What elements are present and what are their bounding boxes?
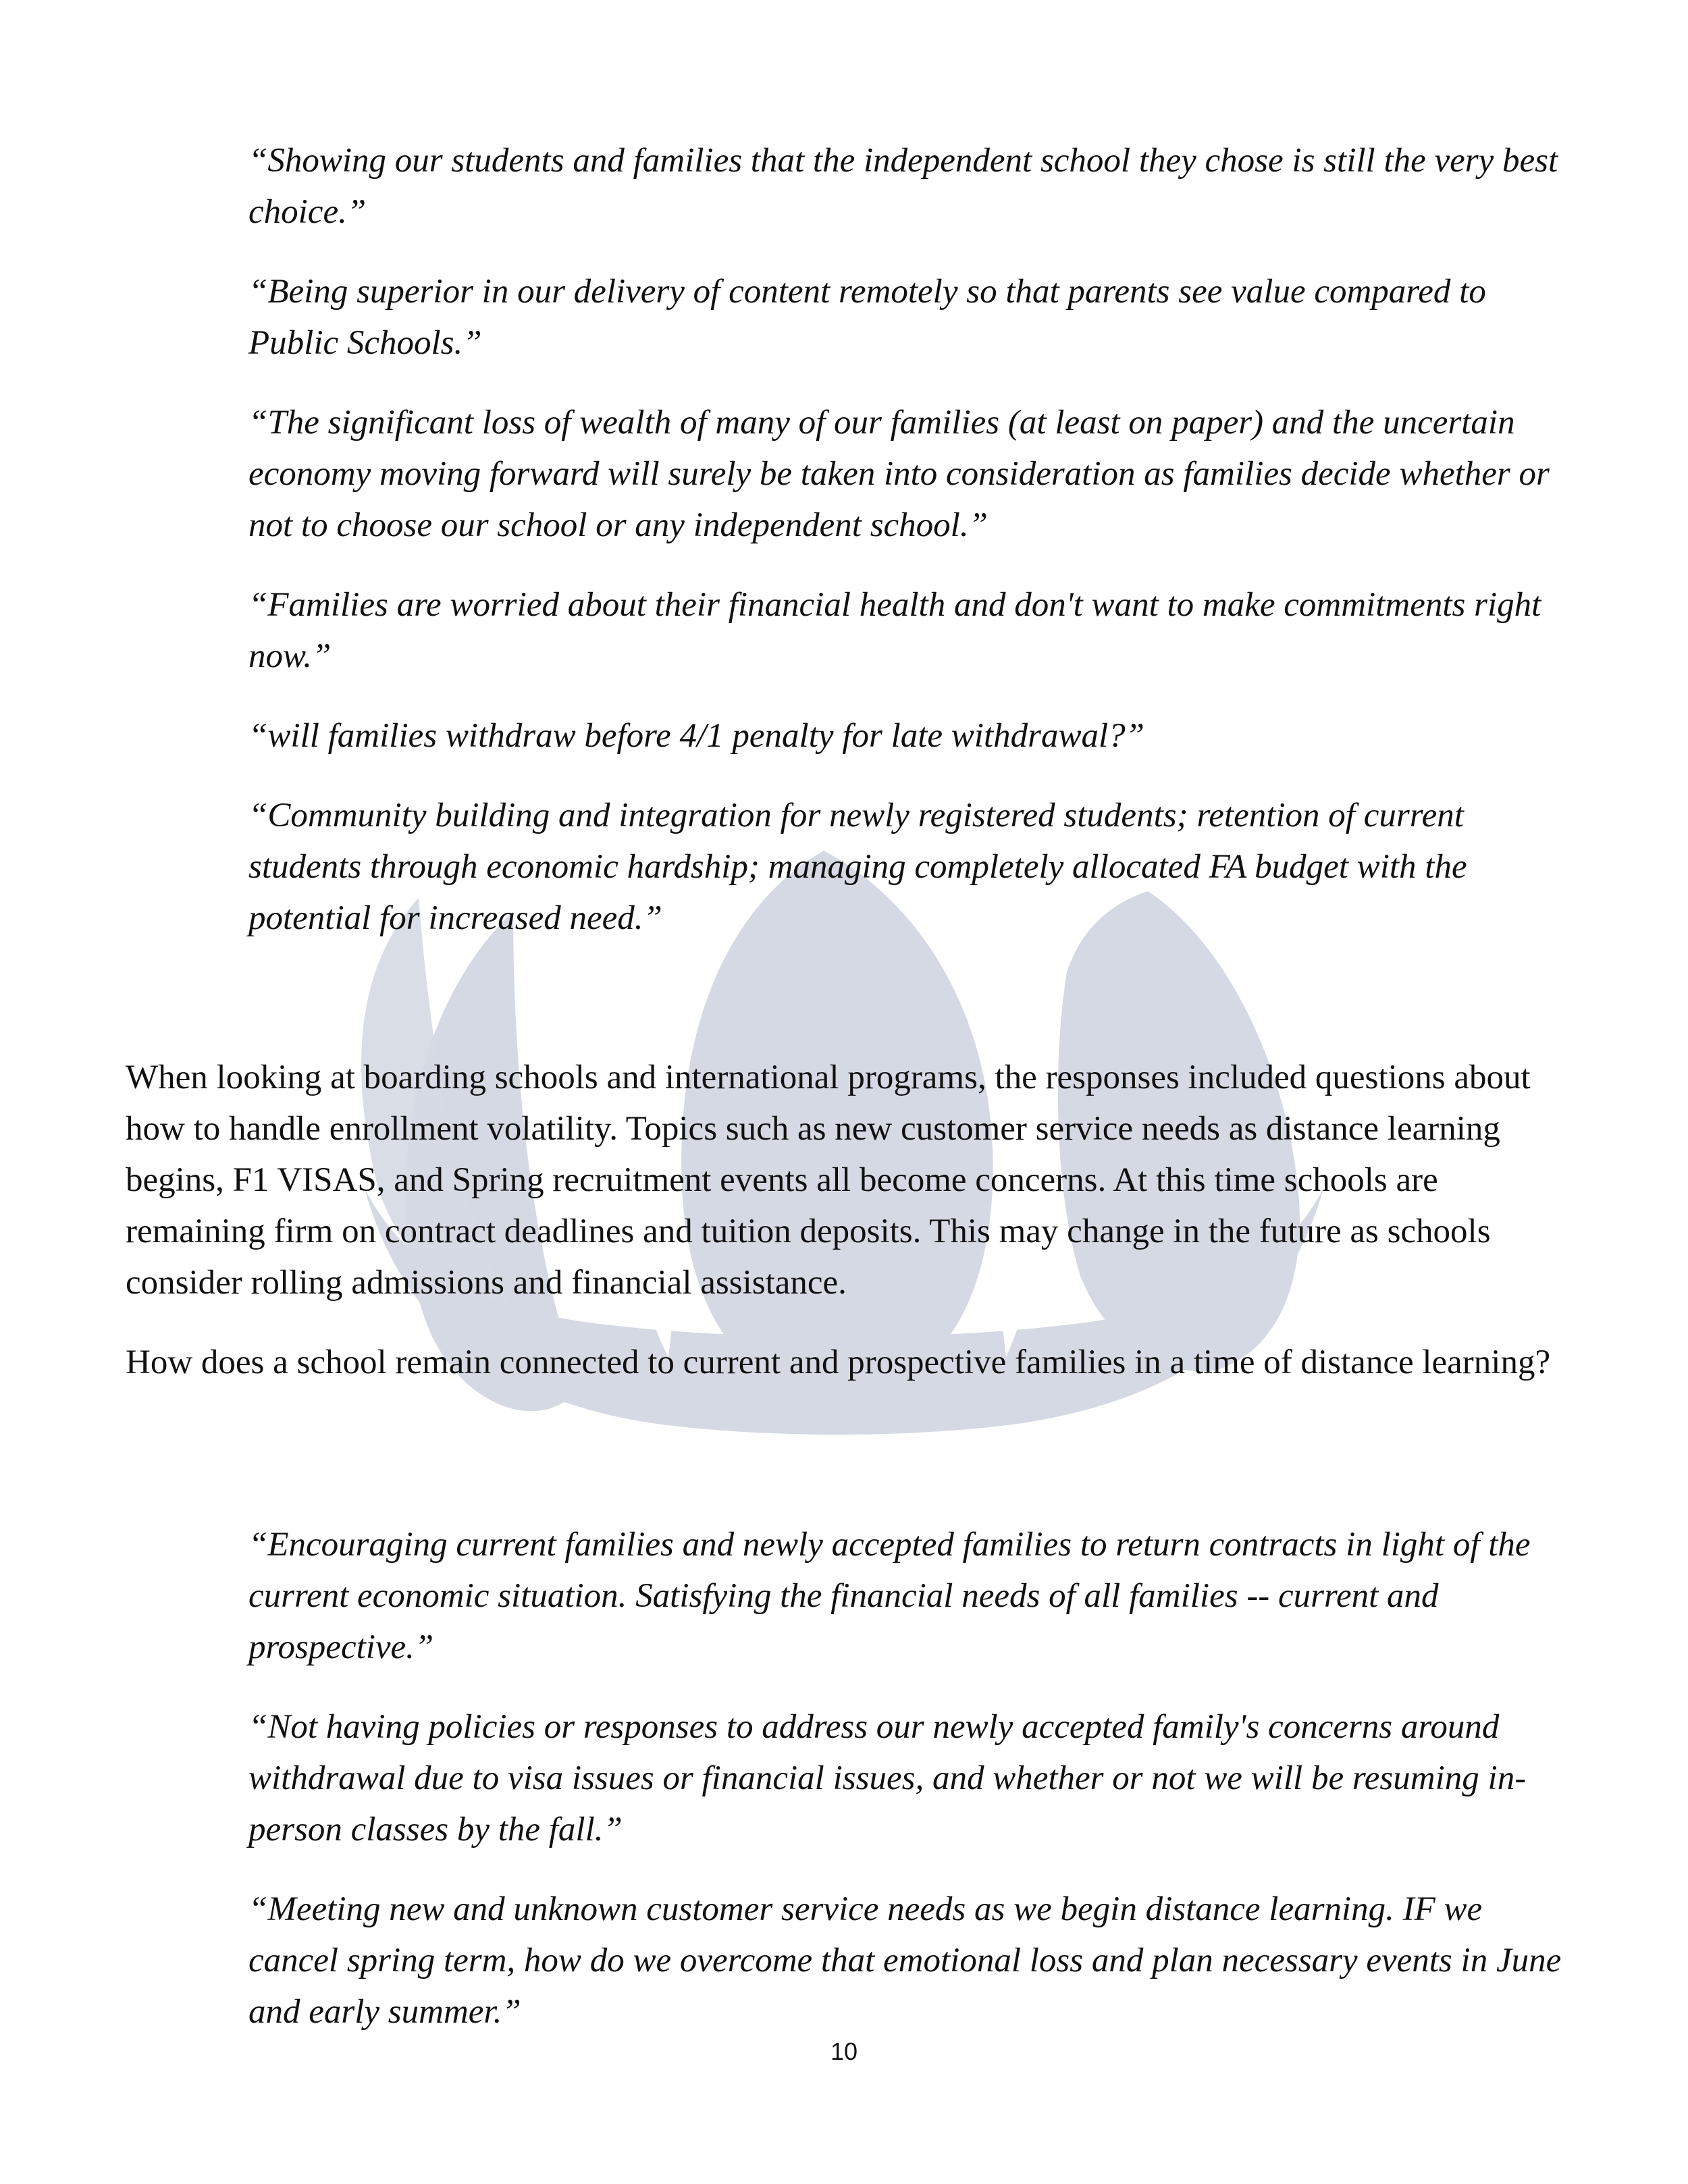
quote-item: “will families withdraw before 4/1 penalty for late withdrawal?” [248,717,1145,755]
quotes-bottom [248,1519,1572,2066]
quote-item: “Showing our students and families that the independent school they chose is still the very best choice.” [248,142,1558,231]
body-paragraph-1: When looking at boarding schools and international programs, the responses included questions about how to handle enrollment volatility. Topics such as new customer service needs as distance learning begins, F1 VISAS, and Spring recruitment events all become concerns. At this time schools are remaining firm on contract deadlines and tuition deposits. This may change in the future as schools consider rolling admissions and financial assistance. [126,1059,1531,1302]
quote-item: “Encouraging current families and newly accepted families to return contracts in light of the current economic situation. Satisfying the financial needs of all families -- current and prospective.” [248,1526,1531,1666]
quote-item: “Community building and integration for newly registered students; retention of current students through economic hardship; managing completely allocated FA budget with the potential for increased need.” [248,797,1467,937]
quote-item: “Families are worried about their financial health and don't want to make commitments right now.” [248,586,1541,675]
body-paragraph-2: How does a school remain connected to current and prospective families in a time of distance learning? [126,1343,1551,1381]
body-text [126,1052,1584,1416]
quotes-top [248,135,1572,972]
quote-item: “Not having policies or responses to address our newly accepted family's concerns around withdrawal due to visa issues or financial issues, and whether or not we will be resuming in-person classes by the fall.” [248,1708,1527,1848]
quote-item: “Being superior in our delivery of content remotely so that parents see value compared to Public Schools.” [248,273,1486,362]
quote-item: “The significant loss of wealth of many of our families (at least on paper) and the uncertain economy moving forward will surely be taken into consideration as families decide whether or not to choose our school or any independent school.” [248,404,1550,544]
page-number: 10 [830,2037,858,2065]
quote-item: “Meeting new and unknown customer service needs as we begin distance learning. IF we cancel spring term, how do we overcome that emotional loss and plan necessary events in June and early summer.” [248,1890,1562,2031]
